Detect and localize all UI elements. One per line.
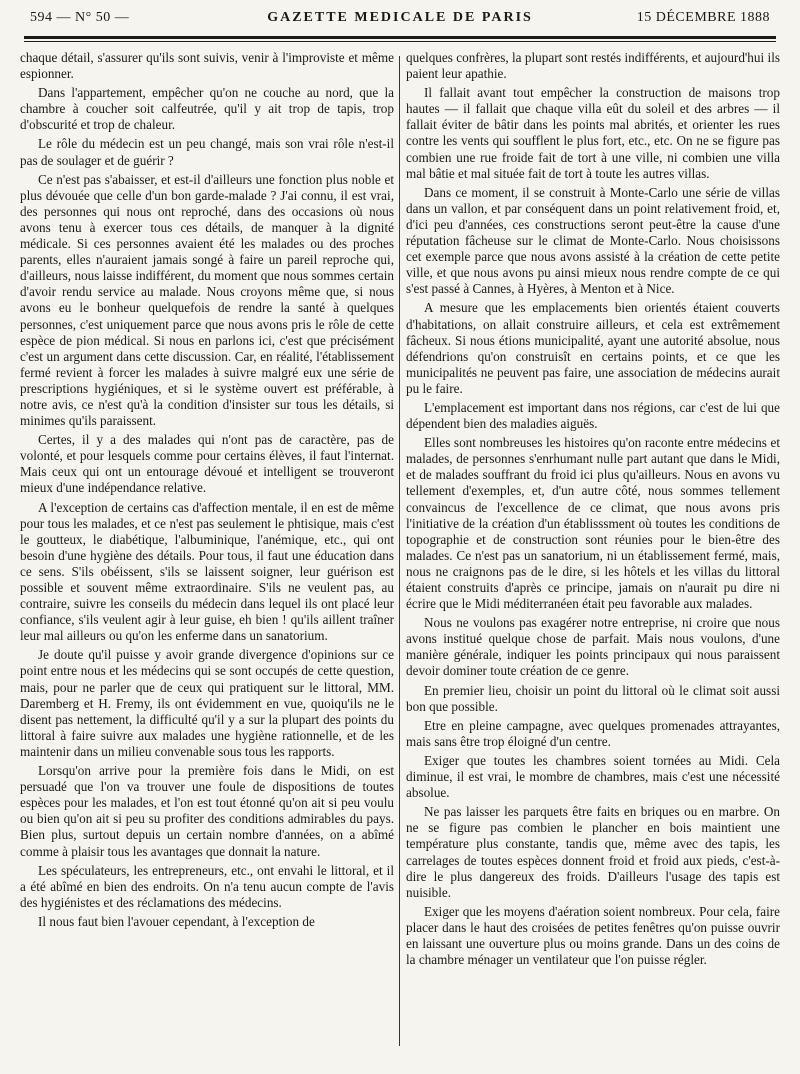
paragraph: Le rôle du médecin est un peu changé, mais son vrai rôle n'est-il pas de soulager et de guérir ?	[20, 136, 394, 168]
page-header	[30, 10, 770, 36]
paragraph: L'emplacement est important dans nos régions, car c'est de lui que dépendent bien des maladies aiguës.	[406, 399, 780, 432]
paragraph: Lorsqu'on arrive pour la première fois dans le Midi, on est persuadé que l'on va trouver une foule de dispositions de toutes espèces pour les malades, et l'on est tout étonné qu'on ait si peu voulu ou bien qu'on ait si peu su profiter des conditions admirables du pays. Bien plus, surtout depuis un certain nombre d'années, on a abîmé comme à plaisir tous les avantages que donnait la nature.	[20, 763, 394, 859]
paragraph: Exiger que les moyens d'aération soient nombreux. Pour cela, faire placer dans le haut des croisées de petites fenêtres qu'on puisse ouvrir en laissant une ouverture plus ou moins grande. Dans un des coins de la chambre ménager un ventilateur que l'on puisse régler.	[406, 903, 780, 968]
paragraph: Nous ne voulons pas exagérer notre entreprise, ni croire que nous avons institué quelque chose de parfait. Mais nous voulons, d'une manière générale, indiquer les points principaux qui nous paraissent devoir dominer toute création de ce genre.	[406, 615, 780, 679]
paragraph: Ce n'est pas s'abaisser, et est-il d'ailleurs une fonction plus noble et plus dévouée que celle d'un bon garde-malade ? J'ai connu, il est vrai, des personnes qui nous ont reproché, dans des occasions où nous avons tenu à exercer tous ces détails, de manquer à la dignité médicale. Si ces personnes avaient été les malades ou des proches parents, elles n'auraient jamais songé à faire un pareil reproche qui, d'ailleurs, nous laisse indifférent, du moment que nous sommes certain d'avoir rendu service au malade. Nous croyons même que, si nous avons eu le bonheur quelquefois de rendre la santé à quelques personnes, c'est uniquement parce que nous avons pris le rôle de cette espèce de pion médical. Si nous en parlons ici, c'est que précisément c'est un argument dans cette discussion. Car, en réalité, l'établissement fermé revient à forcer les malades à suivre malgré eux une série de prescriptions hygiéniques, et si le système ouvert est préférable, à notre avis, ce n'est qu'à la condition d'insister sur tous les détails, si minimes qu'ils paraissent.	[20, 171, 394, 429]
paragraph: Etre en pleine campagne, avec quelques promenades attrayantes, mais sans être trop éloigné d'un centre.	[406, 717, 780, 749]
left-column	[20, 50, 394, 1060]
page-number: 594 — N° 50 —	[30, 10, 130, 25]
paragraph: Il nous faut bien l'avouer cependant, à l'exception de	[38, 913, 315, 929]
issue-date: 15 DÉCEMBRE 1888	[636, 10, 770, 25]
paragraph: Ne pas laisser les parquets être faits en briques ou en marbre. On ne se figure pas combien le plancher en bois maintient une température plus constante, tandis que, même avec des tapis, les carrelages de toutes espèces donnent froid et froid aux pieds, c'est-à-dire le plus dangereux des froids. D'ailleurs l'usage des tapis est nuisible.	[406, 804, 780, 900]
paragraph: Je doute qu'il puisse y avoir grande divergence d'opinions sur ce point entre nous et les médecins qui se sont occupés de cette question, mais, pour ne parler que de ceux qui pratiquent sur le littoral, MM. Daremberg et H. Fremy, ils ont évidemment en vue, quoiqu'ils ne le disent pas nettement, la difficulté qu'il y a sur la plupart des points du littoral à faire suivre aux malades une hygiène rationnelle, et de les maintenir dans un milieu convenable sous tous les rapports.	[20, 647, 394, 759]
paragraph: Certes, il y a des malades qui n'ont pas de caractère, pas de volonté, et pour lesquels comme pour certains élèves, il faut l'internat. Mais ceux qui ont un entourage dévoué et intelligent se trouveront mieux d'une indépendance relative.	[20, 432, 394, 496]
paragraph: Les spéculateurs, les entrepreneurs, etc., ont envahi le littoral, et il a été abîmé en bien des endroits. On n'a tenu aucun compte de l'avis des hygiénistes et des réclamations des médecins.	[20, 862, 394, 910]
paragraph: A mesure que les emplacements bien orientés étaient couverts d'habitations, on allait construire ailleurs, et cela est extrêmement fâcheux. Si nous étions municipalité, ayant une autorité absolue, nous défendrions qu'on construisît en certains points, et ce que les municipalités ne peuvent pas faire, une association de médecins aurait pu le faire.	[406, 300, 780, 396]
header-rule-thin	[24, 41, 776, 42]
right-column	[406, 50, 780, 1060]
paragraph: Il fallait avant tout empêcher la construction de maisons trop hautes — il fallait que chaque villa eût du soleil et des arbres — il fallait éviter de bâtir dans les points mal abrités, et orienter les rues contre les vents qui soufflent le plus fort, etc., etc. On ne se figure pas combien une rue froide fait de tort à une ville, ni combien une villa mal bâtie et mal située fait de tort à toute les autres villas.	[406, 85, 780, 181]
paragraph: Exiger que toutes les chambres soient tornées au Midi. Cela diminue, il est vrai, le mombre de chambres, mais c'est une nécessité absolue.	[406, 752, 780, 801]
paragraph: quelques confrères, la plupart sont restés indifférents, et aujourd'hui ils paient leur apathie.	[406, 50, 780, 82]
header-rule	[24, 36, 776, 39]
paragraph: En premier lieu, choisir un point du littoral où le climat soit aussi bon que possible.	[406, 682, 780, 714]
article-columns	[20, 50, 780, 1060]
paragraph: Elles sont nombreuses les histoires qu'on raconte entre médecins et malades, de personnes s'enrhumant nulle part autant que dans le Midi, et de malades souffrant du froid ici plus qu'ailleurs. Nous en avons vu tellement d'exemples, et, d'un autre côté, nous sommes tellement convaincus de l'excellence de ce climat, que nous avons pris l'initiative de la création d'un établisssment où toutes les conditions de topographie et de construction sont réunies pour le bien-être des malades. Ce n'est pas un sanatorium, ni un établissement fermé, mais, nous ne craignons pas de le dire, si les hôtels et les villas du littoral étaient construits d'après ce principe, jamais on n'aurait pu dire ni écrire que le Midi méditerranéen était peu favorable aux malades.	[406, 435, 780, 612]
paragraph: chaque détail, s'assurer qu'ils sont suivis, venir à l'improviste et même espionner.	[20, 50, 394, 82]
paragraph: Dans l'appartement, empêcher qu'on ne couche au nord, que la chambre à coucher soit calfeutrée, qu'il y ait trop de tapis, trop d'obscurité et trop de chaleur.	[20, 85, 394, 133]
paragraph: Dans ce moment, il se construit à Monte-Carlo une série de villas dans un vallon, et par conséquent dans un point relativement froid, et, d'ici peu d'années, ces constructions seront peut-être la cause d'une réputation fâcheuse sur le climat de Monte-Carlo. Nous choisissons cet exemple parce que nous avons assisté à la création de cette petite ville, et que nous avons pu ainsi mieux nous rendre compte de ce qui s'est passé à Cannes, à Hyères, à Menton et à Nice.	[406, 184, 780, 297]
column-divider	[399, 56, 400, 1046]
paragraph: A l'exception de certains cas d'affection mentale, il en est de même pour tous les malades, et ce n'est pas seulement le phtisique, mais c'est le goutteux, le diabétique, l'albuminique, l'anémique, etc., qui ont besoin d'une hygiène des détails. Pour tous, il faut une éducation dans ce sens. S'ils obéissent, s'ils se laissent soigner, leur guérison est possible et souvent même extraordinaire. S'ils ne veulent pas, au contraire, suivre les conseils du médecin dans lequel ils ont placé leur confiance, s'ils veulent agir à leur guise, eh bien ! qu'ils aillent traîner leur mal ailleurs ou qu'on les enferme dans un sanatorium.	[20, 499, 394, 644]
publication-title: GAZETTE MEDICALE DE PARIS	[267, 10, 533, 25]
